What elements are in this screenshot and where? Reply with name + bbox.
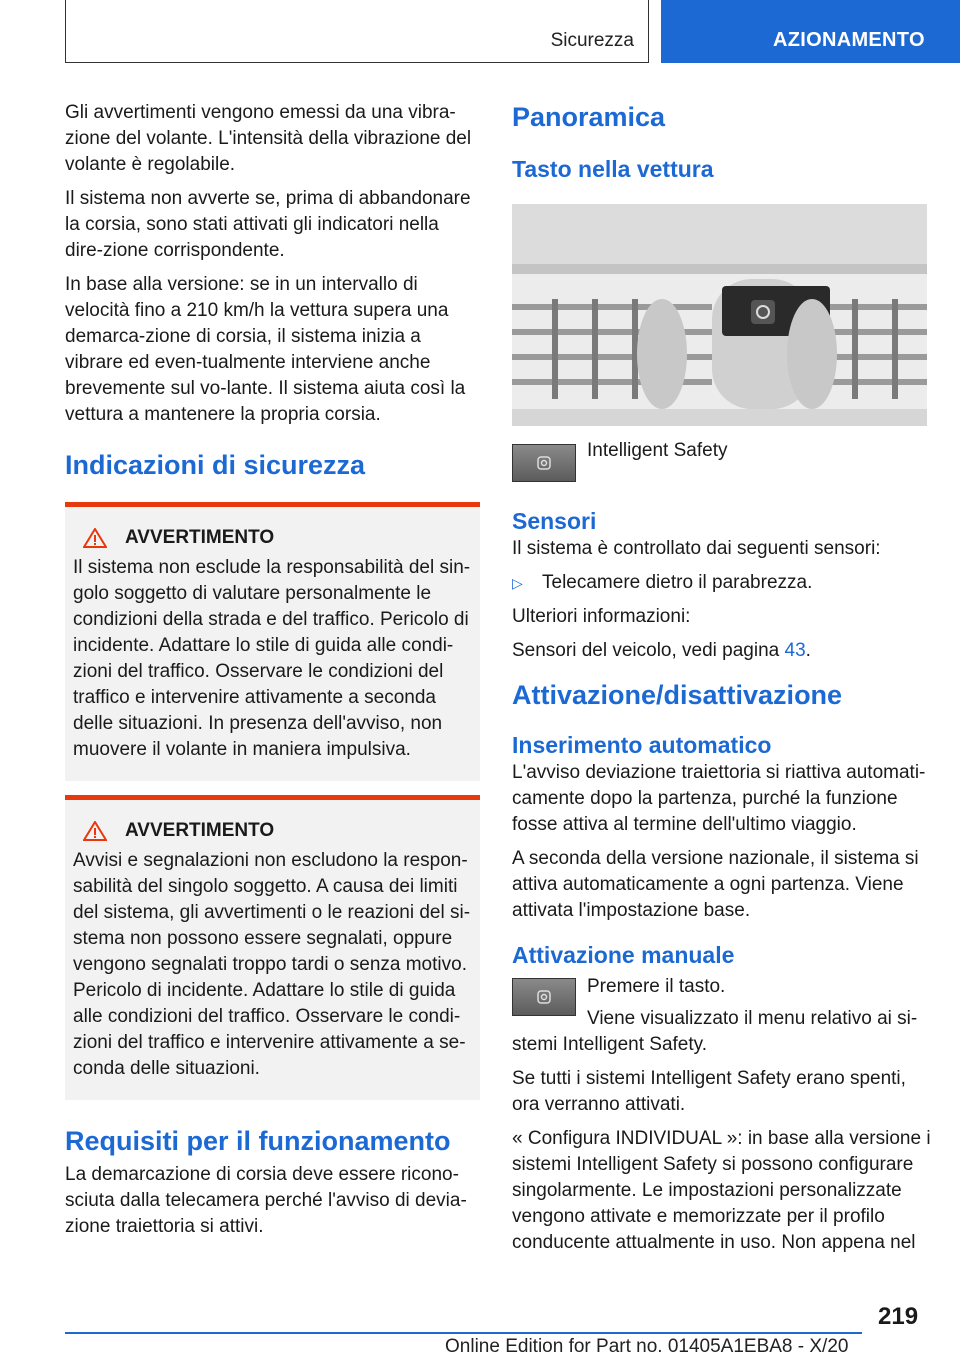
left-column: [65, 100, 480, 1248]
list-item-text: Telecamere dietro il parabrezza.: [542, 572, 813, 593]
page-number: 219: [878, 1303, 919, 1330]
heading-automatic: Inserimento automatico: [512, 732, 772, 758]
heading-manual: Attivazione manuale: [512, 942, 735, 968]
paragraph: In base alla versione: se in un intervallo di velocità fino a 210 km/h la vettura supera una demarca-zione di corsia, il sistema inizia a vibrare ed even-tualmente interviene anche brevemente sul vo-lante. Il sistema aiuta così la vettura a mantenere la propria corsia.: [65, 274, 466, 425]
warning-text: Il sistema non esclude la responsabilità del sin-golo soggetto di valutare personalmente le condizioni della strada e del traffico. Pericolo di incidente. Adattare lo stile di guida alle condi-zioni del traffico. Osservare le condizioni del traffico e intervenire attivamente a seconda delle situazioni. In presenza dell'avviso, non muovere il volante in maniera impulsiva.: [73, 557, 471, 760]
warning-text: Avvisi e segnalazioni non escludono la respon-sabilità del singolo soggetto. A causa dei limiti del sistema, gli avvertimenti o le reazioni del si-stema non possono essere segnalati, oppure vengono segnalati troppo tardi o senza motivo. Pericolo di incidente. Adattare lo stile di guida alle condizioni del traffico. Osservare le condi-zioni del traffico e intervenire attivamente a se-conda delle situazioni.: [73, 850, 471, 1079]
paragraph: Ulteriori informazioni:: [512, 606, 691, 627]
heading-requirements: Requisiti per il funzionamento: [65, 1126, 451, 1156]
safety-button-image: [512, 444, 576, 482]
heading-activation: Attivazione/disattivazione: [512, 680, 843, 710]
paragraph: A seconda della versione nazionale, il sistema si attiva automaticamente a ogni partenza. Viene attivata l'impostazione base.: [512, 848, 919, 921]
paragraph: Viene visualizzato il menu relativo ai si-: [587, 1008, 918, 1029]
header-section-box: [65, 0, 649, 63]
paragraph: Se tutti i sistemi Intelligent Safety erano spenti, ora verranno attivati.: [512, 1068, 906, 1115]
header-section: Sicurezza: [550, 30, 634, 51]
paragraph: « Configura INDIVIDUAL »: in base alla versione i sistemi Intelligent Safety si possono configurare singolarmente. Le impostazioni personalizzate vengono attivate e memorizzate per il profilo conducente attualmente in uso. Non appena nel: [512, 1128, 931, 1253]
footer-divider: [65, 1332, 862, 1334]
header-chapter: AZIONAMENTO: [773, 29, 925, 51]
warning-icon: [83, 821, 107, 841]
paragraph: Gli avvertimenti vengono emessi da una vibra-zione del volante. L'intensità della vibrazione del volante è regolabile.: [65, 102, 472, 175]
warning-title: AVVERTIMENTO: [125, 527, 275, 548]
warning-box: [65, 502, 480, 781]
dashboard-photo: [512, 204, 927, 426]
paragraph: Il sistema non avverte se, prima di abbandonare la corsia, sono stati attivati gli indicatori nella dire-zione corrispondente.: [65, 188, 471, 261]
reference-line: [512, 638, 932, 664]
warning-icon: [83, 528, 107, 548]
page-link[interactable]: 43: [784, 640, 806, 661]
paragraph: stemi Intelligent Safety.: [512, 1034, 708, 1055]
bullet-triangle-icon: ▷: [512, 575, 523, 591]
footer-edition: Online Edition for Part no. 01405A1EBA8 - X/20: [445, 1336, 849, 1357]
reference-text: Sensori del veicolo, vedi pagina: [512, 640, 785, 661]
car-safety-icon: [536, 989, 552, 1005]
paragraph: Premere il tasto.: [587, 976, 726, 997]
heading-sensors: Sensori: [512, 508, 597, 534]
paragraph: Il sistema è controllato dai seguenti sensori:: [512, 538, 881, 559]
warning-box: [65, 795, 480, 1100]
paragraph: L'avviso deviazione traiettoria si riattiva automati-camente dopo la partenza, purché la funzione fosse attiva al termine dell'ultimo viaggio.: [512, 762, 926, 835]
button-label: Intelligent Safety: [587, 440, 728, 461]
reference-end: .: [805, 640, 811, 661]
warning-title: AVVERTIMENTO: [125, 820, 275, 841]
list-item: [512, 570, 932, 596]
car-safety-icon: [536, 455, 552, 471]
heading-safety: Indicazioni di sicurezza: [65, 450, 366, 480]
safety-button-image: [512, 978, 576, 1016]
heading-button: Tasto nella vettura: [512, 156, 714, 182]
header-chapter-tab[interactable]: [661, 0, 960, 63]
heading-overview: Panoramica: [512, 102, 666, 132]
right-column: [512, 100, 932, 1264]
paragraph: La demarcazione di corsia deve essere ricono-sciuta dalla telecamera perché l'avviso di devia-zione traiettoria si attivi.: [65, 1164, 467, 1237]
